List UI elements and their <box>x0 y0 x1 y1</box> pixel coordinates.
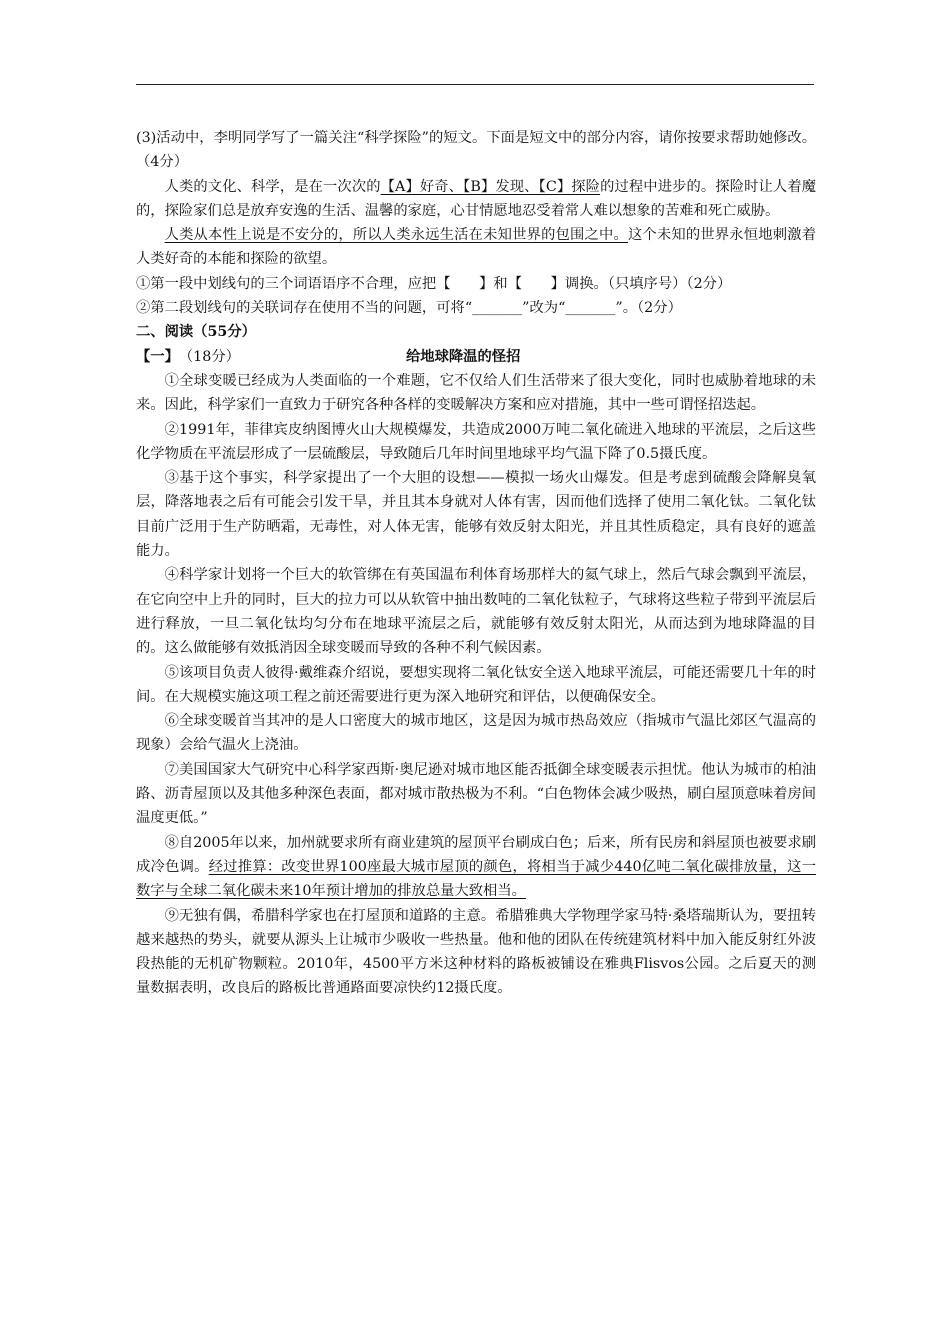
q3-para2-underlined: 人类从本性上说是不安分的，所以人类永远生活在未知世界的包围之中。 <box>164 227 628 244</box>
q3-passage-para1 <box>136 175 816 224</box>
q3-intro: (3)活动中，李明同学写了一篇关注“科学探险”的短文。下面是短文中的部分内容，请你按要求帮助她修改。（4分） <box>136 130 816 171</box>
paragraph-4: ④科学家计划将一个巨大的软管绑在有英国温布利体育场那样大的氦气球上，然后气球会飘到平流层，在它向空中上升的同时，巨大的拉力可以从软管中抽出数吨的二氧化钛粒子，气球将这些粒子带到平流层后进行释放，一旦二氧化钛均匀分布在地球平流层之后，就能够有效反射太阳光，从而达到为地球降温的目的。这么做能够有效抵消因全球变暖而导致的各种不利气候因素。 <box>136 567 816 657</box>
q3-para1-underlined: 【A】好奇、【B】发现、【C】探险 <box>380 178 601 195</box>
paragraph-2: ②1991年，菲律宾皮纳图博火山大规模爆发，共造成2000万吨二氧化硫进入地球的平流层，之后这些化学物质在平流层形成了一层硫酸层，导致随后几年时间里地球平均气温下降了0.5摄氏度。 <box>136 421 816 462</box>
document-page <box>136 126 816 1001</box>
q3-para1-end: 的过程中进步的。探险时让人着魔的，探险家们总是放弃安逸的生活、温馨的家庭，心甘情愿地忍受着常人难以想象的苦难和死亡威胁。 <box>136 178 817 219</box>
paragraph-8-start: ⑧自2005年以来，加州就要求所有商业建筑的屋顶平台刷成白色；后来，所有民房和斜屋顶也被要求刷成冷色调。 <box>136 834 816 875</box>
section-heading: 二、阅读（55分） <box>136 324 256 341</box>
header-rule <box>136 84 814 85</box>
q3-para2-end: 这个未知的世界永恒地刺激着人类好奇的本能和探险的欲望。 <box>136 227 817 268</box>
paragraph-9: ⑨无独有偶，希腊科学家也在打屋顶和道路的主意。希腊雅典大学物理学家马特·桑塔瑞斯认为，要扭转越来越热的势头，就要从源头上让城市少吸收一些热量。他和他的团队在传统建筑材料中加入能反射红外波段热能的无机矿物颗粒。2010年，4500平方米这种材料的路板被铺设在雅典Flisvos公园。之后夏天的测量数据表明，改良后的路板比普通路面要凉快约12摄氏度。 <box>136 907 816 997</box>
paragraph-5: ⑤该项目负责人彼得·戴维森介绍说，要想实现将二氧化钛安全送入地球平流层，可能还需要几十年的时间。在大规模实施这项工程之前还需要进行更为深入地研究和评估，以便确保安全。 <box>136 664 816 705</box>
paragraph-3: ③基于这个事实，科学家提出了一个大胆的设想——模拟一场火山爆发。但是考虑到硫酸会降解臭氧层，降落地表之后有可能会引发干旱，并且其本身就对人体有害，因而他们选择了使用二氧化钛。二氧化钛目前广泛用于生产防晒霜，无毒性，对人体无害，能够有效反射太阳光，并且其性质稳定，具有良好的遮盖能力。 <box>136 470 816 560</box>
paragraph-1: ①全球变暖已经成为人类面临的一个难题，它不仅给人们生活带来了很大变化，同时也威胁着地球的未来。因此，科学家们一直致力于研究各种各样的变暖解决方案和应对措施，其中一些可谓怪招迭起。 <box>136 372 816 414</box>
article-title: 给地球降温的怪招 <box>406 348 521 365</box>
paragraph-8 <box>136 831 816 904</box>
q3-para1-start: 人类的文化、科学，是在一次次的 <box>164 178 381 195</box>
paragraph-8-underlined: 经过推算：改变世界100座最大城市屋顶的颜色，将相当于减少440亿吨二氧化碳排放量，这一数字与全球二氧化碳未来10年预计增加的排放总量大致相当。 <box>136 858 817 900</box>
q3-sub2: ②第二段划线句的关联词存在使用不当的问题，可将“_______”改为“_______”。（2分） <box>136 300 682 317</box>
q3-passage-para2 <box>136 223 816 272</box>
part-score: （18分） <box>178 348 240 365</box>
paragraph-7: ⑦美国国家大气研究中心科学家西斯·奥尼逊对城市地区能否抵御全球变暖表示担忧。他认为城市的柏油路、沥青屋顶以及其他多种深色表面，都对城市散热极为不利。“白色物体会减少吸热，刷白屋顶意味着房间温度更低。” <box>136 761 816 827</box>
article-header <box>136 345 816 369</box>
q3-sub1: ①第一段中划线句的三个词语语序不合理，应把【 】和【 】调换。（只填序号）（2分） <box>136 275 732 292</box>
paragraph-6: ⑥全球变暖首当其冲的是人口密度大的城市地区，这是因为城市热岛效应（指城市气温比郊区气温高的现象）会给气温火上浇油。 <box>136 713 816 754</box>
part-label: 【一】 <box>136 348 179 365</box>
